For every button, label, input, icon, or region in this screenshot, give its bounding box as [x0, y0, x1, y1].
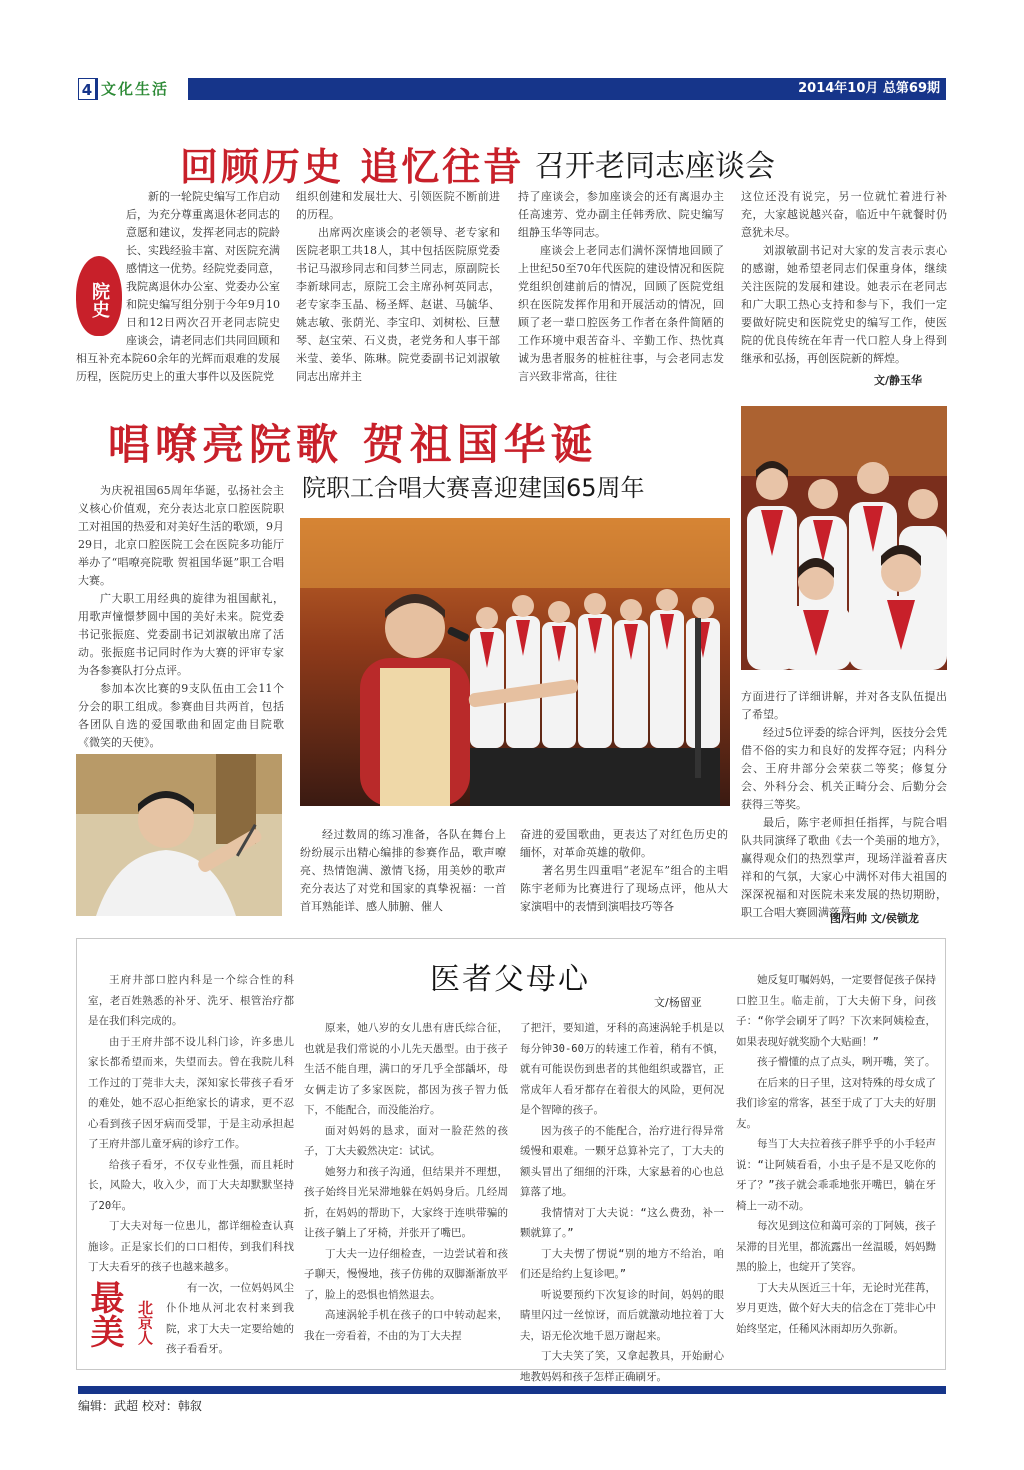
article3-col1-p3: 给孩子看牙，不仅专业性强，而且耗时长，风险大，收入少，而丁大夫却默默坚持了20年。 — [88, 1158, 294, 1212]
article1-col2-p2: 出席两次座谈会的老领导、老专家和医院老职工共18人，其中包括医院原党委书记马淑珍同志和闫梦兰同志，原副院长李新球同志，原院工会主席孙柯英同志，老专家李玉晶、杨圣辉、赵谌、马毓华、姚志敏、张荫光、李宝印、刘树松、巨慧琴、赵宝荣、石义贵，老党务和人事干部米莹、姜华、陈琳。院党委副书记刘淑敏同志出席并主 — [296, 226, 500, 383]
article1-col3-p1: 持了座谈会，参加座谈会的还有离退办主任高速芳、党办副主任韩秀欣、院史编写组静玉华等同志。 — [518, 190, 724, 239]
choir-soloist-photo — [300, 518, 730, 806]
article3-col4-p6: 丁大夫从医近三十年，无论时光荏苒，岁月更迭，做个好大夫的信念在丁莞非心中始终坚定，任稀风沐雨却历久弥新。 — [736, 1281, 936, 1335]
article3-col4-p4: 每当丁大夫拉着孩子胖乎乎的小手轻声说：“让阿姨看看，小虫子是不是又吃你的牙了？”孩子就会乖乖地张开嘴巴，躺在牙椅上一动不动。 — [736, 1138, 936, 1212]
article3-col2-p1: 原来，她八岁的女儿患有唐氏综合征，也就是我们常说的小儿先天愚型。由于孩子生活不能自理，满口的牙几乎全部龋坏，母女俩走访了多家医院，都因为孩子智力低下，不能配合，而没能治疗。 — [304, 1022, 508, 1116]
page-number: 4 — [78, 78, 96, 100]
section-title: 文化生活 — [98, 78, 188, 100]
article1-col2-p1: 组织创建和发展壮大、引领医院不断前进的历程。 — [296, 190, 500, 221]
article1-col4-p2: 刘淑敏副书记对大家的发言表示衷心的感谢，她希望老同志们保重身体，继续关注医院的发展和建设。她表示在老同志和广大职工热心支持和参与下，我们一定要做好院史和医院党史的编写工作，使医院的优良传统在年青一代口腔人身上得到继承和弘扬，再创医院新的辉煌。 — [741, 244, 947, 365]
article3-col2-p5: 高速涡轮手机在孩子的口中转动起来，我在一旁看着，不由的为丁大夫捏 — [304, 1309, 508, 1342]
article3-col2 — [304, 1018, 508, 1358]
article3-col3-p3: 我情情对丁大夫说：“这么费劲，补一颗就算了。” — [520, 1206, 724, 1239]
article2-right-p1: 方面进行了详细讲解，并对各支队伍提出了希望。 — [741, 690, 947, 721]
article3-col4-p1: 她反复叮嘱妈妈，一定要督促孩子保持口腔卫生。临走前，丁大夫俯下身，问孩子：“你学会刷牙了吗？下次来阿姨检查，如果表现好就奖励个大贴画！” — [736, 974, 936, 1048]
article1-col2 — [296, 188, 500, 388]
article2-left-p3: 参加本次比赛的9支队伍由工会11个分会的职工组成。参赛曲目共两首，包括各团队自选的爱国歌曲和固定曲目院歌《微笑的天使》。 — [78, 682, 284, 749]
footer-bar — [78, 1386, 946, 1394]
article3-col1-p2: 由于王府井部不设儿科门诊，许多患儿家长都希望而来，失望而去。曾在我院儿科工作过的丁莞非大夫，深知家长带孩子看牙的难处，她不忍心拒绝家长的请求，更不忍心看到孩子因牙病而受罪，于是主动承担起了王府井部儿童牙病的诊疗工作。 — [88, 1035, 294, 1150]
article1-col3-p2: 座谈会上老同志们满怀深情地回顾了上世纪50至70年代医院的建设情况和医院党组织创建前后的情况，回顾了医院党组织在医院发挥作用和开展活动的情况，回顾了老一辈口腔医务工作者在条件简陋的工作环境中艰苦奋斗、辛勤工作、热忱真诚为患者服务的桩桩往事，与会老同志发言兴致非常高，往往 — [518, 244, 724, 383]
article1-col4 — [741, 188, 947, 372]
article2-col-mid1 — [300, 826, 506, 918]
article3-badge-big: 最美 — [84, 1279, 124, 1348]
article2-mid2-p1: 奋进的爱国歌曲，更表达了对红色历史的缅怀，对革命英雄的敬仰。 — [520, 828, 728, 859]
article1-badge — [76, 256, 122, 336]
article2-col-mid2 — [520, 826, 728, 918]
article3-byline: 文/杨留亚 — [654, 996, 702, 1009]
article3-col4-p5: 每次见到这位和蔼可亲的丁阿姨，孩子呆滞的目光里，都流露出一丝温暖，妈妈黝黑的脸上，也绽开了笑容。 — [736, 1220, 936, 1273]
article2-byline: 图/石帅 文/侯锁龙 — [830, 912, 919, 925]
article2-col-left — [78, 482, 284, 749]
article1-subhead: 召开老同志座谈会 — [535, 149, 775, 184]
article3-col4-p2: 孩子懵懂的点了点头，咧开嘴，笑了。 — [757, 1056, 936, 1068]
article3-col4-p3: 在后来的日子里，这对特殊的母女成了我们诊室的常客，甚至于成了丁大夫的好朋友。 — [736, 1076, 936, 1130]
choir-singers-photo — [741, 406, 947, 670]
article3-col1-p4: 丁大夫对每一位患儿，都详细检查认真施诊。正是家长们的口口相传，到我们科找丁大夫看牙的孩子也越来越多。 — [88, 1220, 294, 1273]
article2-left-p2: 广大职工用经典的旋律为祖国献礼，用歌声憧憬梦圆中国的美好未来。院党委书记张振庭、党委副书记刘淑敏出席了活动。张振庭书记同时作为大赛的评审专家为各参赛队打分点评。 — [78, 592, 284, 677]
article1-col3 — [518, 188, 724, 388]
article2-subhead: 院职工合唱大赛喜迎建国65周年 — [302, 474, 645, 502]
article3-col3-p1: 了把汗，要知道，牙科的高速涡轮手机是以每分钟30-60万的转速工作着，稍有不慎，就有可能误伤到患者的其他组织或器官，正常成年人看牙都存在着很大的风险，更何况是个智障的孩子。 — [520, 1022, 724, 1116]
article3-col3 — [520, 1018, 724, 1383]
article3-col3-p4: 丁大夫愣了愣说“别的地方不给治，咱们还是给约上复诊吧。” — [520, 1247, 724, 1280]
article2-mid2-p2: 著名男生四重唱“老泥车”组合的主唱陈宇老师为比赛进行了现场点评，他从大家演唱中的表情到演唱技巧等各 — [520, 864, 728, 913]
article3-col2-p3: 她努力和孩子沟通，但结果并不理想，孩子始终目光呆滞地躲在妈妈身后。几经周折，在妈妈的帮助下，大家终于连哄带骗的让孩子躺上了牙椅，并张开了嘴巴。 — [304, 1165, 508, 1239]
article3-col1-p1: 王府井部口腔内科是一个综合性的科室，老百姓熟悉的补牙、洗牙、根管治疗都是在我们科完成的。 — [88, 974, 294, 1027]
issue-info: 2014年10月 总第69期 — [798, 81, 940, 96]
article3-col3-p6: 丁大夫笑了笑，又拿起教具，开始耐心地教妈妈和孩子怎样正确刷牙。 — [520, 1350, 724, 1383]
article3-col3-p5: 听说要预约下次复诊的时间，妈妈的眼睛里闪过一丝惊讶，而后就激动地拉着丁大夫，语无伦次地千恩万谢起来。 — [520, 1288, 724, 1342]
article3-badge-small: 北京人 — [136, 1299, 154, 1345]
article3-col3-p2: 因为孩子的不能配合，治疗进行得异常缓慢和艰难。一颗牙总算补完了，丁大夫的额头冒出了细细的汗珠，大家悬着的心也总算落了地。 — [520, 1124, 724, 1198]
article1-col4-p1: 这位还没有说完，另一位就忙着进行补充，大家越说越兴奋，临近中午就餐时仍意犹未尽。 — [741, 190, 947, 239]
article3-col1 — [84, 970, 294, 1355]
article2-right-p3: 最后，陈宇老师担任指挥，与院合唱队共同演绎了歌曲《去一个美丽的地方》，赢得观众们的热烈掌声，现场洋溢着喜庆祥和的气氛，大家心中满怀对伟大祖国的深深祝福和对医院未来发展的热切期盼，职工合唱大赛圆满落幕。 — [741, 816, 947, 919]
article2-left-p1: 为庆祝祖国65周年华诞，弘扬社会主义核心价值观，充分表达北京口腔医院职工对祖国的热爱和对美好生活的歌颂，9月29日，北京口腔医院工会在医院多功能厅举办了“唱嘹亮院歌 贺祖国华诞”职工合唱大赛。 — [78, 484, 284, 587]
article3-col2-p4: 丁大夫一边仔细检查，一边尝试着和孩子聊天，慢慢地，孩子仿佛的双脚渐渐放平了，脸上的恐惧也悄然退去。 — [304, 1247, 508, 1301]
article3-col2-p2: 面对妈妈的恳求，面对一脸茫然的孩子，丁大夫毅然决定：试试。 — [304, 1124, 508, 1157]
article2-mid1-p1: 经过数周的练习准备，各队在舞台上纷纷展示出精心编排的参赛作品，歌声嘹亮、热情饱满、激情飞扬，用美妙的歌声充分表达了对党和国家的真挚祝福：一首首耳熟能详、感人肺腑、催人 — [300, 828, 506, 913]
article1-badge-text: 院史 — [89, 282, 110, 318]
article1-byline: 文/静玉华 — [874, 374, 923, 387]
article1-col1-p: 新的一轮院史编写工作启动后，为充分尊重离退休老同志的意愿和建议，发挥老同志的院龄长、实践经验丰富、对医院充满感情这一优势。经院党委同意，我院离退休办公室、党委办公室和院史编写组分别于今年9月10日和12日两次召开老同志院史座谈会，请老同志们共同回顾和相互补充本院60余年的光辉而艰难的发展历程，医院历史上的重大事件以及医院党 — [76, 190, 280, 383]
article1-col1-wrap — [76, 188, 280, 388]
article3-badge — [84, 1279, 160, 1398]
article3-col1-p5: 有一次，一位妈妈风尘仆仆地从河北农村来到我院，求丁大夫一定要给她的孩子看看牙。 — [166, 1281, 294, 1355]
footer-editors: 编辑：武超 校对：韩叙 — [78, 1399, 202, 1413]
article3-headline: 医者父母心 — [430, 962, 590, 997]
article2-right-p2: 经过5位评委的综合评判，医技分会凭借不俗的实力和良好的发挥夺冠；内科分会、王府井部分会荣获二等奖；修复分会、外科分会、机关正畸分会、后勤分会获得三等奖。 — [741, 726, 947, 811]
article2-headline: 唱嘹亮院歌 贺祖国华诞 — [108, 420, 598, 469]
article1-headline: 回顾历史 追忆往昔 — [180, 145, 525, 189]
article3-col4 — [736, 970, 936, 1358]
conductor-photo — [76, 754, 282, 916]
